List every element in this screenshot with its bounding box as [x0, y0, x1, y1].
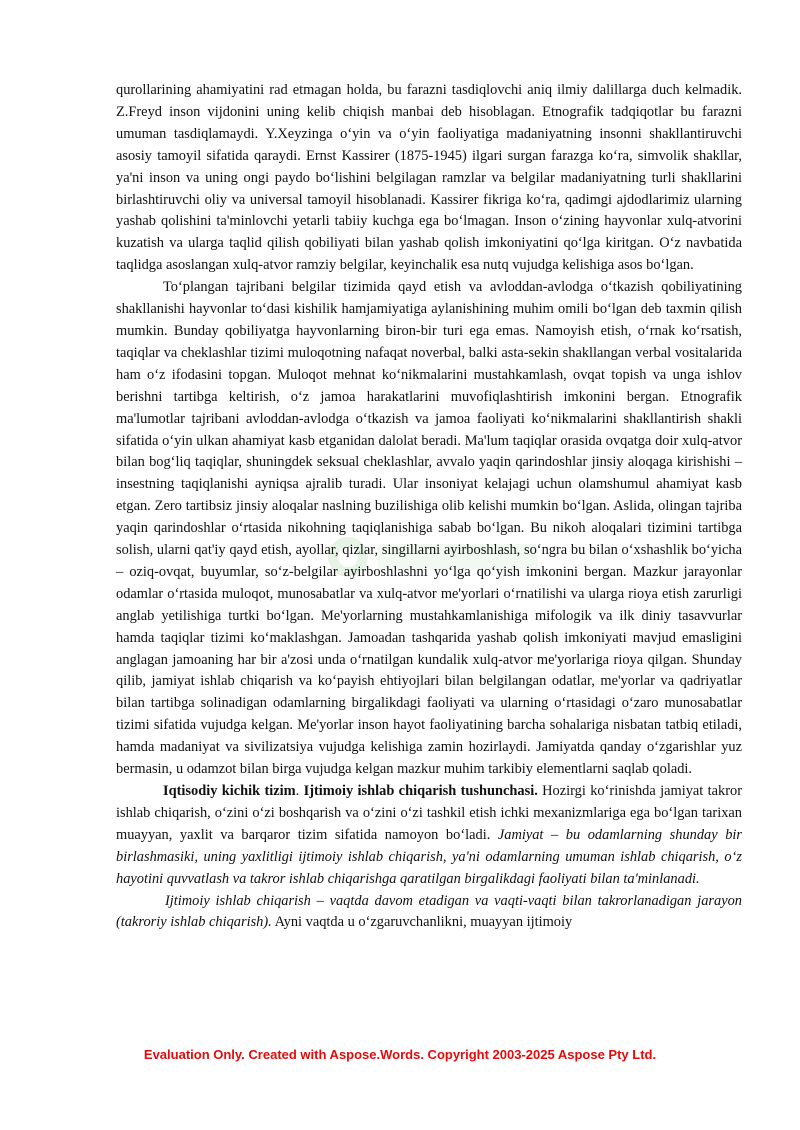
paragraph-4 [116, 891, 742, 935]
paragraph-3-text: Hozirgi ko‘rinishda jamiyat takror ishlab chiqarish, o‘zini o‘zi boshqarish va o‘zini o‘zi tashkil etish ichki mexanizmlariga ega bo‘lgan tarixan muayyan, yaxlit va barqaror tizim sifatida namoyon bo‘ladi. [116, 783, 742, 843]
paragraph-4-text: Ayni vaqtda u o‘zgaruvchanlikni, muayyan ijtimoiy [271, 914, 573, 931]
society-definition: Jamiyat – bu odamlarning shunday bir birlashmasiki, uning yaxlitligi ijtimoiy ishlab chiqarish, ya'ni odamlarning umuman ishlab chiqarish, o‘z hayotini quvvatlash va takror ishlab chiqarishga qaratilgan birgalikdagi faoliyati bilan ta'minlanadi. [116, 826, 742, 887]
paragraph-1: qurollarining ahamiyatini rad etmagan holda, bu farazni tasdiqlovchi aniq ilmiy dalillarga duch kelmadik. Z.Freyd inson vijdonini uning kelib chiqish manbai deb hisoblagan. Etnografik tadqiqotlar bu farazni umuman tasdiqlamaydi. Y.Xeyzinga o‘yin va o‘yin faoliyatiga madaniyatning insonni shakllantiruvchi asosiy tamoyil sifatida qaraydi. Ernst Kassirer (1875-1945) ilgari surgan farazga ko‘ra, simvolik shakllar, ya'ni inson va uning ongi paydo bo‘lishini belgilagan ramzlar va belgilar madaniyatning turli shakllarini birlashtiruvchi oliy va universal tamoyil hisoblanadi. Kassirer fikriga ko‘ra, qadimgi ajdodlarimiz ularning yashab qolishini ta'minlovchi yetarli tabiiy kuchga ega bo‘lmagan. Inson o‘zining hayvonlar xulq-atvorini kuzatish va ularga taqlid qilish qobiliyati bilan yashab qolish imkoniyatini qo‘lga kiritgan. O‘z navbatida taqlidga asoslangan xulq-atvor ramziy belgilar, keyinchalik esa nutq vujudga kelishiga asos bo‘lgan. [116, 82, 742, 274]
paragraph-3 [116, 781, 742, 891]
section-heading-production: Ijtimoiy ishlab chiqarish tushunchasi. [303, 783, 538, 799]
production-definition: Ijtimoiy ishlab chiqarish – vaqtda davom etadigan va vaqti-vaqti bilan takrorlanadigan jarayon (takroriy ishlab chiqarish). [116, 892, 742, 931]
section-heading-economic: Iqtisodiy kichik tizim [163, 783, 296, 799]
heading-separator: . [295, 783, 304, 799]
document-body [116, 80, 742, 934]
paragraph-2: To‘plangan tajribani belgilar tizimida qayd etish va avloddan-avlodga o‘tkazish qobiliyatining shakllanishi hayvonlar to‘dasi kishilik hamjamiyatiga aylanishining muhim omili bo‘lgan deb taxmin qilish mumkin. Bunday qobiliyatga hayvonlarning biron-bir turi ega emas. Namoyish etish, o‘rnak ko‘rsatish, taqiqlar va cheklashlar tizimi muloqotning nafaqat noverbal, balki asta-sekin shakllangan verbal vositalarida ham o‘z ifodasini topgan. Muloqot mehnat ko‘nikmalarini mustahkamlash, ovqat topish va unga ishlov berishni tartibga keltirish, o‘z jamoa harakatlarini muvofiqlashtirish imkonini bergan. Etnografik ma'lumotlar tajribani avloddan-avlodga o‘tkazish va jamoa faoliyati ko‘nikmalarini shakllantirish shakli sifatida o‘yin ulkan ahamiyat kasb etganidan dalolat beradi. Ma'lum taqiqlar orasida ovqatga doir xulq-atvor bilan bog‘liq taqiqlar, shuningdek seksual cheklashlar, avvalo yaqin qarindoshlar jinsiy aloqaga kirishishi – insestning taqiqlanishi ayniqsa ajralib turadi. Ular insoniyat kelajagi uchun olamshumul ahamiyat kasb etgan. Zero tartibsiz jinsiy aloqalar naslning buzilishiga olib kelishi mumkin bo‘lgan. Aslida, olingan tajriba yaqin qarindoshlar o‘rtasida nikohning taqiqlanishiga sabab bo‘lgan. Bu nikoh aloqalari tizimini tartibga solish, ularni qat'iy qayd etish, ayollar, qizlar, singillarni ayirboshlash, so‘ngra bu bilan o‘xshashlik bo‘yicha – oziq-ovqat, buyumlar, so‘z-belgilar ayirboshlashni yo‘lga qo‘yish imkonini bergan. Mazkur jarayonlar odamlar o‘rtasida muloqot, munosabatlar va xulq-atvor me'yorlari o‘rnatilishi va ularga rioya etish zarurligi anglab yetilishiga turtki bo‘lgan. Me'yorlarning mustahkamlanishiga mifologik va ilk diniy tasavvurlar hamda taqiqlar tizimi ko‘maklashgan. Jamoadan tashqarida yashab qolish imkoniyati mavjud emasligini anglagan jamoaning har bir a'zosi unda o‘rnatilgan kundalik xulq-atvor me'yorlariga rioya qilgan. Shunday qilib, jamiyat ishlab chiqarish va ko‘payish ehtiyojlari bilan belgilangan odatlar, me'yorlar va qadriyatlar bilan tartibga solinadigan odamlarning birgalikdagi faoliyati va ularning o‘rtasidagi o‘zaro munosabatlar tizimi sifatida vujudga kelgan. Me'yorlar inson hayot faoliyatining barcha sohalariga nisbatan tatbiq etiladi, hamda madaniyat va sivilizatsiya vujudga kelishiga zamin hozirlaydi. Jamiyatda qanday o‘zgarishlar yuz bermasin, u odamzot bilan birga vujudga kelgan mazkur muhim tarkibiy elementlarni saqlab qoladi. [116, 279, 742, 778]
evaluation-watermark: Evaluation Only. Created with Aspose.Words. Copyright 2003-2025 Aspose Pty Ltd. [143, 1047, 657, 1062]
